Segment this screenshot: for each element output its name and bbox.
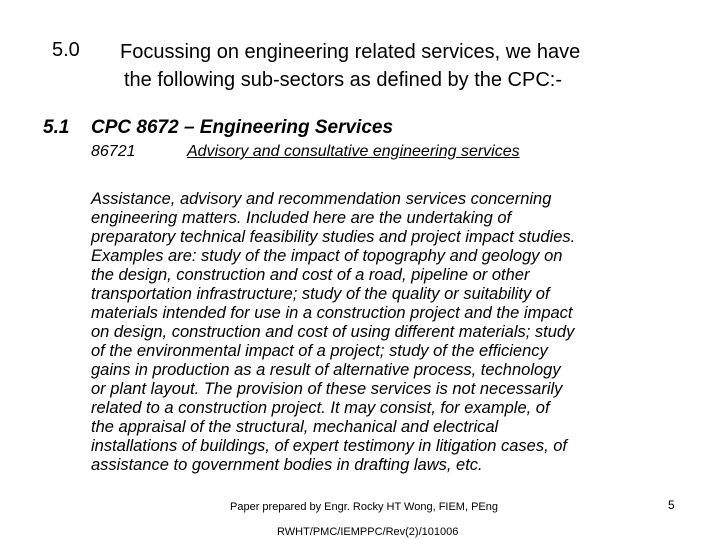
paragraph-line: preparatory technical feasibility studies and project impact studies. (91, 228, 576, 246)
paragraph-line: of the environmental impact of a project; study of the efficiency (91, 342, 548, 360)
item-code: 86721 (91, 143, 136, 160)
paragraph-line: the appraisal of the structural, mechanical and electrical (91, 418, 499, 436)
section-number: 5.0 (52, 39, 80, 61)
footer-reference: RWHT/PMC/IEMPPC/Rev(2)/101006 (277, 526, 459, 538)
paragraph-line: on design, construction and cost of using different materials; study (91, 323, 575, 341)
footer-author: Paper prepared by Engr. Rocky HT Wong, FIEM, PEng (230, 501, 498, 513)
section-intro-line-2: the following sub-sectors as defined by the CPC:- (124, 69, 562, 91)
section-intro-line-1: Focussing on engineering related services, we have (120, 41, 581, 63)
paragraph-line: or plant layout. The provision of these services is not necessarily (91, 380, 563, 398)
paragraph-line: transportation infrastructure; study of the quality or suitability of (91, 285, 550, 303)
paragraph-line: Assistance, advisory and recommendation services concerning (91, 190, 552, 208)
paragraph-line: related to a construction project. It may consist, for example, of (91, 399, 550, 417)
item-title: Advisory and consultative engineering services (187, 143, 520, 160)
paragraph-line: assistance to government bodies in drafting laws, etc. (91, 456, 483, 474)
section-intro (120, 38, 690, 94)
paragraph-line: installations of buildings, of expert testimony in litigation cases, of (91, 437, 568, 455)
paragraph-line: materials intended for use in a construction project and the impact (91, 304, 573, 322)
description-paragraph (91, 190, 691, 475)
subsection-number: 5.1 (43, 117, 70, 138)
page-number: 5 (668, 498, 675, 512)
subsection-title: CPC 8672 – Engineering Services (91, 117, 394, 138)
paragraph-line: the design, construction and cost of a road, pipeline or other (91, 266, 530, 284)
paragraph-line: Examples are: study of the impact of topography and geology on (91, 247, 563, 265)
paragraph-line: engineering matters. Included here are the undertaking of (91, 209, 512, 227)
paragraph-line: gains in production as a result of alternative process, technology (91, 361, 561, 379)
